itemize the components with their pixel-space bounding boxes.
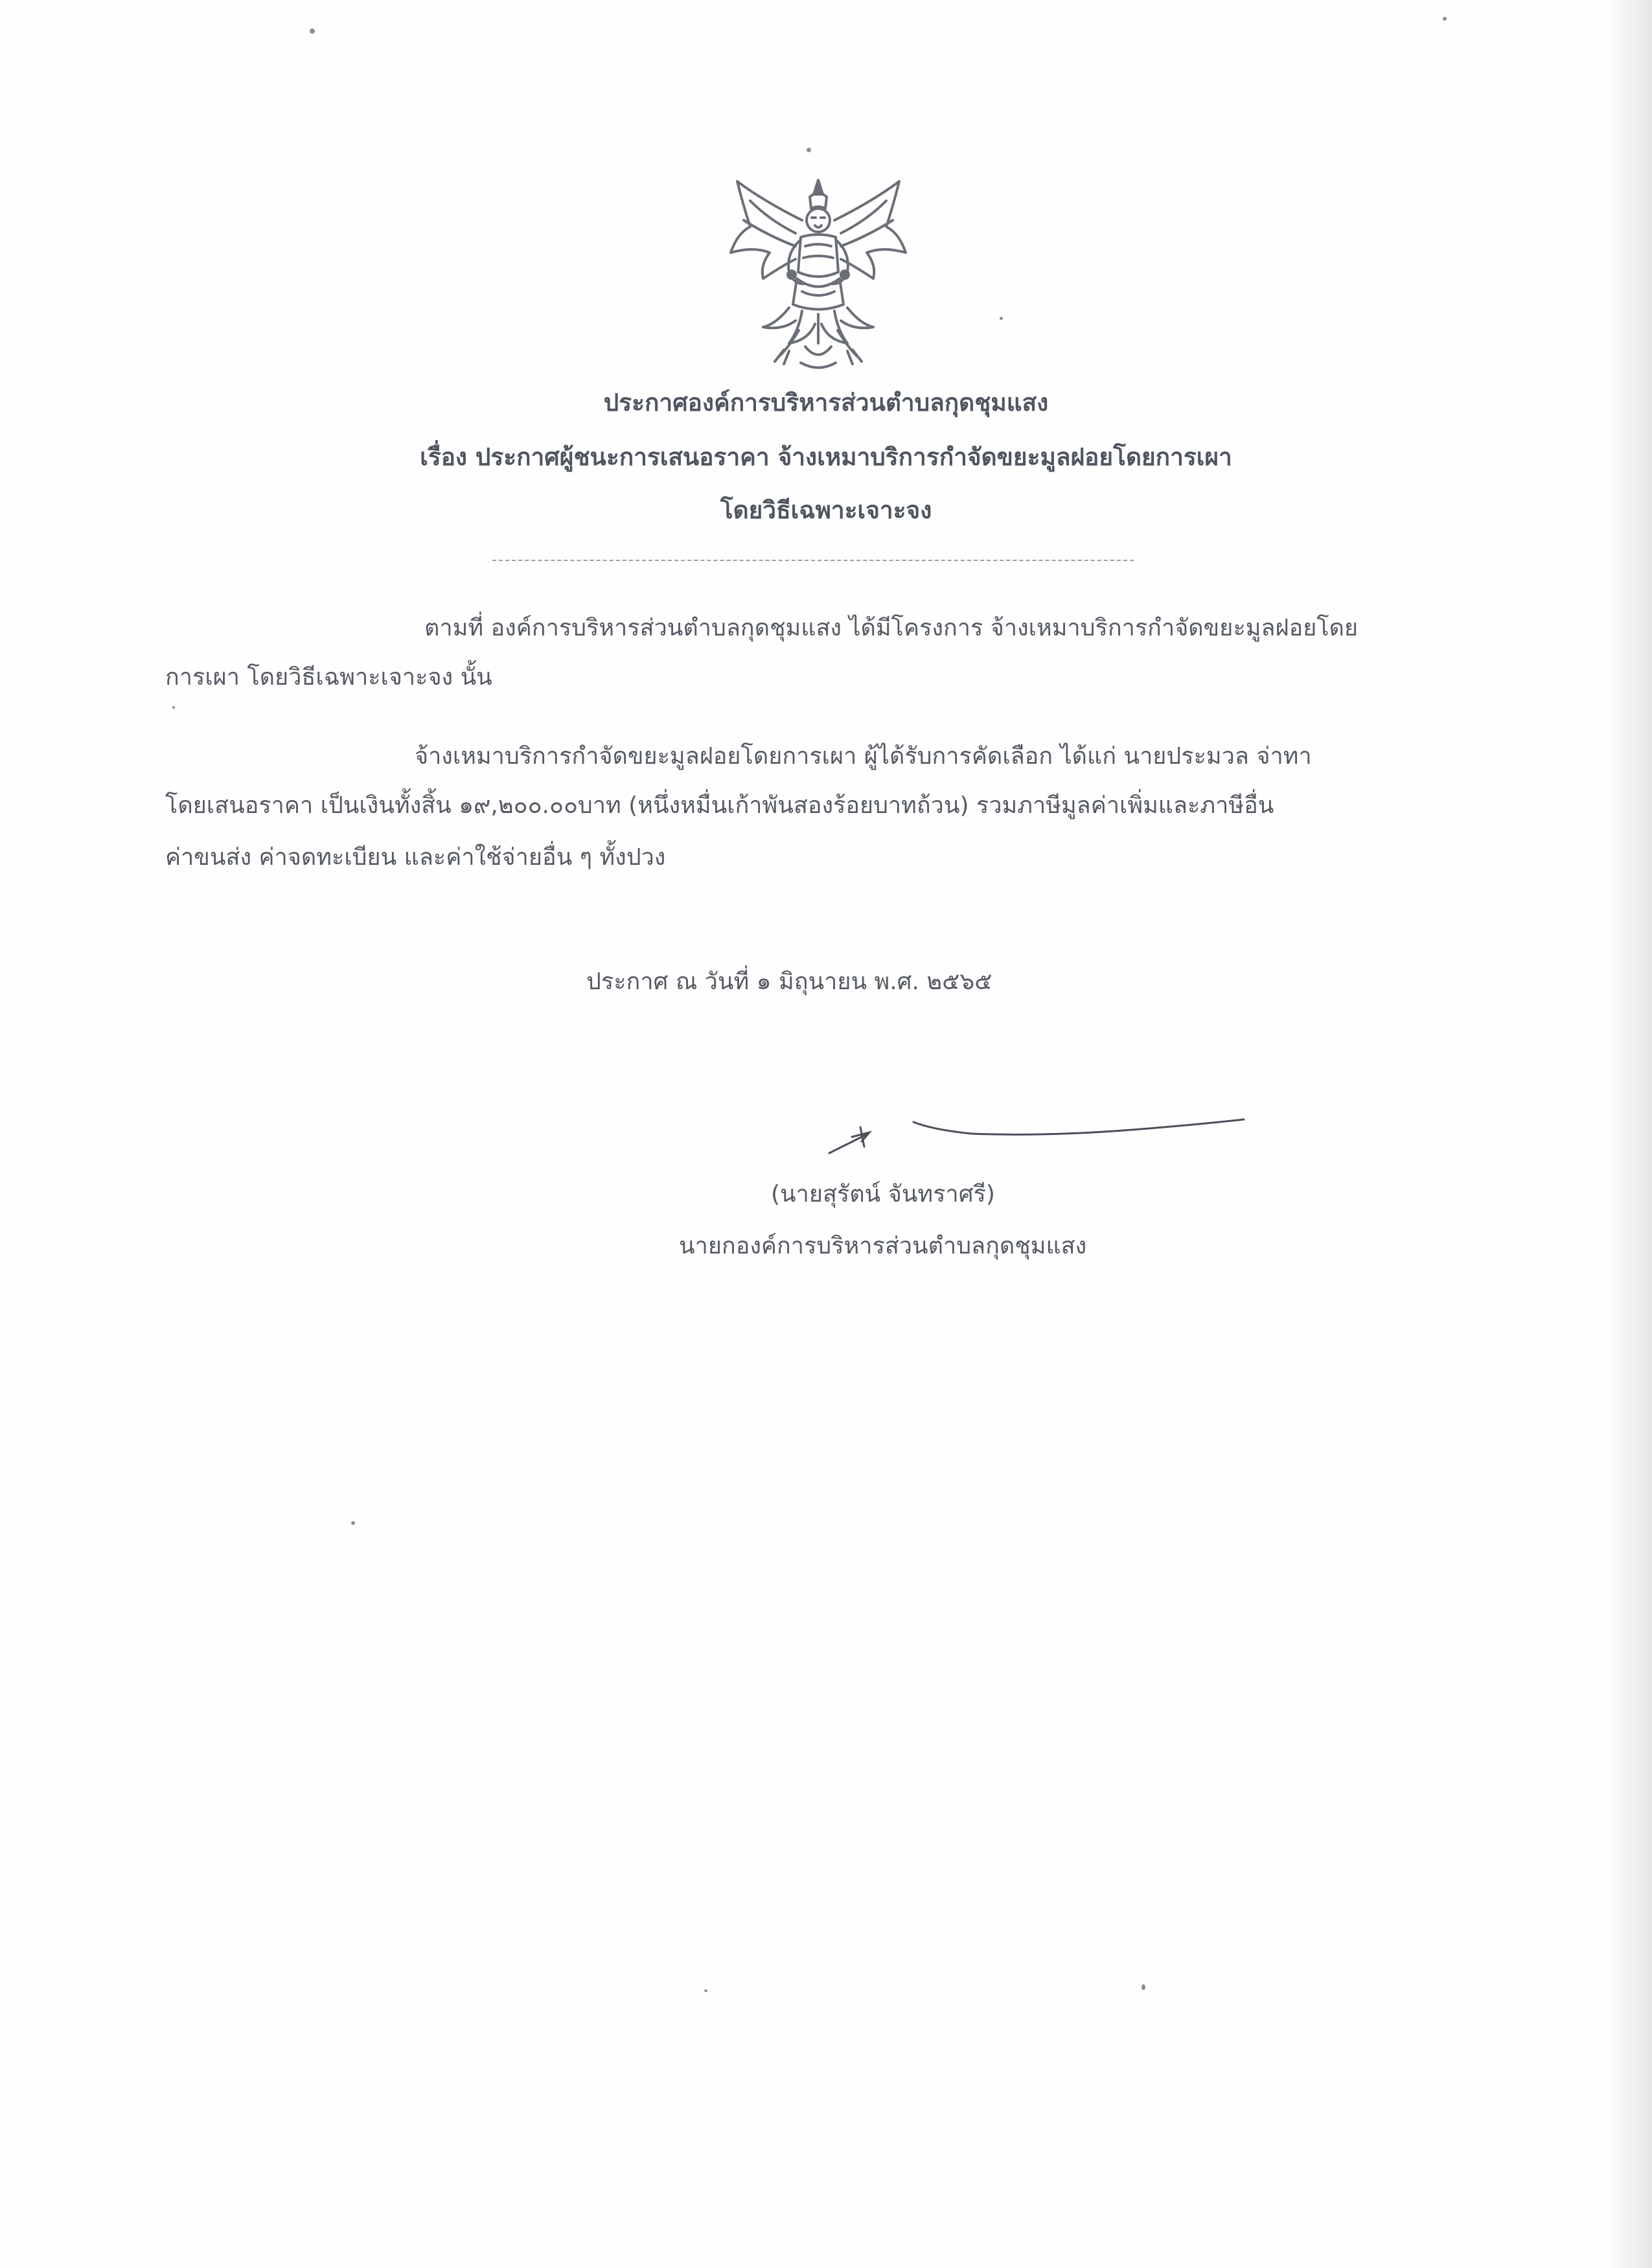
scan-speck <box>1000 317 1003 320</box>
paragraph-2-line-2: โดยเสนอราคา เป็นเงินทั้งสิ้น ๑๙,๒๐๐.๐๐บาท (หนึ่งหมื่นเก้าพันสองร้อยบาทถ้วน) รวมภาษีมูลค่าเพิ่มและภาษีอื่น <box>165 792 1274 819</box>
scan-speck <box>172 706 175 709</box>
handwritten-signature-icon <box>823 1108 1250 1166</box>
paragraph-2-line-3: ค่าขนส่ง ค่าจดทะเบียน และค่าใช้จ่ายอื่น ๆ ทั้งปวง <box>165 844 666 871</box>
scan-speck <box>1141 1984 1145 1990</box>
signatory-position: นายกองค์การบริหารส่วนตำบลกุดชุมแสง <box>679 1233 1087 1259</box>
paragraph-1-line-2: การเผา โดยวิธีเฉพาะเจาะจง นั้น <box>165 664 492 691</box>
signatory-name: (นายสุรัตน์ จันทราศรี) <box>771 1181 995 1208</box>
scan-speck <box>351 1521 355 1525</box>
scan-speck <box>1443 17 1447 21</box>
announcement-method: โดยวิธีเฉพาะเจาะจง <box>720 496 932 524</box>
paragraph-2-line-1: จ้างเหมาบริการกำจัดขยะมูลฝอยโดยการเผา ผู้ได้รับการคัดเลือก ได้แก่ นายประมวล จ่าทา <box>415 743 1312 770</box>
announcement-title: ประกาศองค์การบริหารส่วนตำบลกุดชุมแสง <box>603 389 1049 417</box>
scan-speck <box>310 29 315 34</box>
scan-speck <box>807 148 811 152</box>
announcement-subject: เรื่อง ประกาศผู้ชนะการเสนอราคา จ้างเหมาบริการกำจัดขยะมูลฝอยโดยการเผา <box>420 443 1232 471</box>
scan-speck <box>704 1989 707 1992</box>
scan-edge-shadow <box>1607 0 1652 2268</box>
garuda-emblem-icon <box>724 175 912 376</box>
title-divider <box>492 560 1134 561</box>
announcement-date: ประกาศ ณ วันที่ ๑ มิถุนายน พ.ศ. ๒๕๖๕ <box>586 968 992 995</box>
paragraph-1-line-1: ตามที่ องค์การบริหารส่วนตำบลกุดชุมแสง ได้มีโครงการ จ้างเหมาบริการกำจัดขยะมูลฝอยโดย <box>424 615 1359 641</box>
